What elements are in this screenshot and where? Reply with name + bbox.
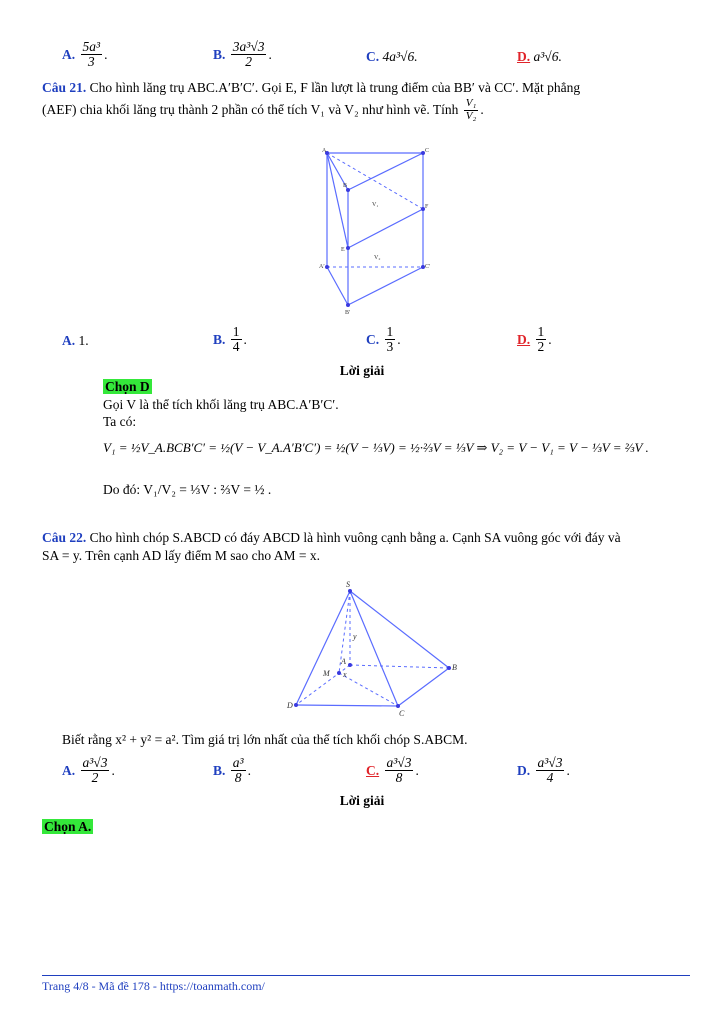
q20-option-b: B. $\frac{\text{3a³√3}}{2}$ . <box>213 39 272 70</box>
q22-statement-line3: Biết rằng x² + y² = a². Tìm giá trị lớn nhất của thể tích khối chóp S.ABCM. <box>62 732 468 747</box>
q22-pyramid-figure <box>283 577 465 719</box>
label-x: x <box>343 670 347 679</box>
q22-option-c: C. $\frac{\text{a³√3}}{8}$ . <box>366 755 419 786</box>
label-V1: V₁ <box>372 202 379 208</box>
q21-ratio: $\frac{\text{V₁}}{\text{V₂}}$ <box>465 97 477 122</box>
q21-prism-figure <box>315 143 435 318</box>
q20-option-a: A. $\frac{\text{5a³}}{3}$ . <box>62 39 108 70</box>
label-S: S <box>346 580 350 589</box>
q21-option-c: C. $\frac{1}{3}$ . <box>366 324 401 355</box>
q21-solution-line2: Ta có: <box>103 414 137 429</box>
q21-chosen-answer: Chọn D <box>105 379 150 394</box>
q21-solution-line4: Do đó: V₁/V₂ = ⅓V : ⅔V = ½ . <box>103 482 272 497</box>
q22-chosen-answer: Chọn A. <box>44 819 92 834</box>
label-C-prime: C′ <box>425 264 431 270</box>
q22-statement-line1: Câu 22. Cho hình chóp S.ABCD có đáy ABCD là hình vuông cạnh bằng a. Cạnh SA vuông góc với đáy và <box>42 530 621 545</box>
q21-option-b: B. $\frac{1}{4}$ . <box>213 324 247 355</box>
q22-option-a: A. $\frac{\text{a³√3}}{2}$ . <box>62 755 115 786</box>
q21-option-a: A. 1. <box>62 333 89 348</box>
q21-option-d: D. $\frac{1}{2}$ . <box>517 324 552 355</box>
label-V2: V₂ <box>374 255 381 261</box>
q22-option-b: B. $\frac{\text{a³}}{8}$ . <box>213 755 251 786</box>
label-B-prime: B′ <box>345 310 351 316</box>
q21-statement-line1: Câu 21. Cho hình lăng trụ ABC.A′B′C′. Gọi E, F lần lượt là trung điểm của BB′ và CC′. Mặt phẳng <box>42 80 581 95</box>
q22-solution-title: Lời giải <box>339 793 385 808</box>
page-footer: Trang 4/8 - Mã đề 178 - https://toanmath.com/ <box>42 979 265 993</box>
q21-solution-line3: V₁ = ½V_A.BCB′C′ = ½(V − V_A.A′B′C′) = ½(V − ⅓V) = ½·⅔V = ⅓V ⇒ V₂ = V − V₁ = V − ⅓V = ⅔V . <box>103 440 649 455</box>
label-A-prime: A′ <box>319 264 325 270</box>
label-A: A <box>341 657 346 666</box>
label-M: M <box>323 669 330 678</box>
label-A: A <box>322 148 327 154</box>
label-F: F <box>425 204 429 210</box>
q20-option-d: D. a³√6. <box>517 49 562 64</box>
label-B: B <box>343 183 348 189</box>
label-D: D <box>287 701 293 710</box>
q20-option-c: C. 4a³√6. <box>366 49 418 64</box>
label-B: B <box>452 663 457 672</box>
label-C: C <box>399 709 405 718</box>
q22-statement-line2: SA = y. Trên cạnh AD lấy điểm M sao cho AM = x. <box>42 548 320 563</box>
q21-solution-line1: Gọi V là thể tích khối lăng trụ ABC.A′B′C′. <box>103 397 339 412</box>
label-E: E <box>341 247 345 253</box>
q22-option-d: D. $\frac{\text{a³√3}}{4}$ . <box>517 755 570 786</box>
q21-solution-title: Lời giải <box>339 363 385 378</box>
footer-divider <box>42 975 690 976</box>
label-C: C <box>425 148 430 154</box>
q21-statement-line2: (AEF) chia khối lăng trụ thành 2 phần có thể tích V₁ và V₂ như hình vẽ. Tính $\frac{\text{V₁}}{\text{V₂}}$ . <box>42 97 484 122</box>
label-y: y <box>353 632 357 641</box>
